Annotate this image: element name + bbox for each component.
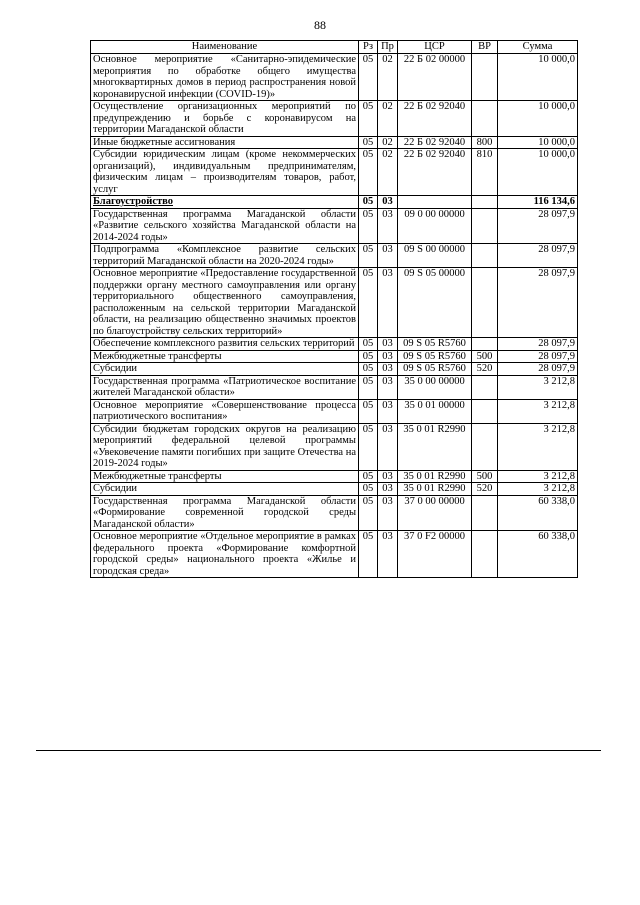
cell-name: Государственная программа Магаданской области «Формирование современной городской среды Магаданской области» xyxy=(91,495,359,531)
cell-pr: 02 xyxy=(378,54,398,101)
table-row xyxy=(91,399,578,423)
cell-pr: 03 xyxy=(378,483,398,496)
cell-csr: 09 0 00 00000 xyxy=(398,208,472,244)
page-number: 88 xyxy=(314,18,326,32)
cell-pr: 03 xyxy=(378,375,398,399)
cell-pr: 02 xyxy=(378,136,398,149)
cell-name: Благоустройство xyxy=(91,196,359,209)
cell-pr: 03 xyxy=(378,350,398,363)
cell-rz: 05 xyxy=(359,244,378,268)
table-row xyxy=(91,149,578,196)
cell-sum: 3 212,8 xyxy=(498,483,578,496)
cell-vr xyxy=(472,375,498,399)
cell-pr: 03 xyxy=(378,268,398,338)
cell-csr: 22 Б 02 92040 xyxy=(398,101,472,137)
cell-name: Субсидии xyxy=(91,483,359,496)
cell-name: Основное мероприятие «Отдельное мероприятие в рамках федерального проекта «Формирование комфортной городской среды» национального проекта «Жилье и городская среда» xyxy=(91,531,359,578)
cell-name: Межбюджетные трансферты xyxy=(91,350,359,363)
cell-rz: 05 xyxy=(359,483,378,496)
cell-name: Межбюджетные трансферты xyxy=(91,470,359,483)
cell-vr xyxy=(472,531,498,578)
cell-sum: 3 212,8 xyxy=(498,375,578,399)
cell-sum: 10 000,0 xyxy=(498,136,578,149)
cell-name: Основное мероприятие «Предоставление государственной поддержки органу местного самоуправления или органу территориального общественного самоуправления, расположенным на сельской территории Магаданской области, на реализацию общественно значимых проектов по благоустройству сельских территорий» xyxy=(91,268,359,338)
cell-pr: 03 xyxy=(378,399,398,423)
cell-sum: 116 134,6 xyxy=(498,196,578,209)
cell-name: Основное мероприятие «Санитарно-эпидемические мероприятия по обработке общего имущества многоквартирных домов в период распространения новой коронавирусной инфекции (COVID-19)» xyxy=(91,54,359,101)
cell-sum: 3 212,8 xyxy=(498,399,578,423)
cell-rz: 05 xyxy=(359,399,378,423)
cell-name: Иные бюджетные ассигнования xyxy=(91,136,359,149)
header-rz: Рз xyxy=(359,41,378,54)
cell-name: Подпрограмма «Комплексное развитие сельских территорий Магаданской области на 2020-2024 годы» xyxy=(91,244,359,268)
cell-vr xyxy=(472,244,498,268)
table-row xyxy=(91,350,578,363)
cell-rz: 05 xyxy=(359,350,378,363)
cell-rz: 05 xyxy=(359,136,378,149)
cell-csr: 22 Б 02 00000 xyxy=(398,54,472,101)
header-vr: ВР xyxy=(472,41,498,54)
cell-vr xyxy=(472,54,498,101)
cell-pr: 03 xyxy=(378,338,398,351)
cell-rz: 05 xyxy=(359,196,378,209)
table-row xyxy=(91,136,578,149)
cell-pr: 03 xyxy=(378,495,398,531)
cell-rz: 05 xyxy=(359,338,378,351)
cell-pr: 03 xyxy=(378,531,398,578)
table-row xyxy=(91,244,578,268)
table-row xyxy=(91,54,578,101)
cell-vr: 810 xyxy=(472,149,498,196)
table-row xyxy=(91,338,578,351)
cell-sum: 3 212,8 xyxy=(498,423,578,470)
cell-rz: 05 xyxy=(359,375,378,399)
cell-sum: 60 338,0 xyxy=(498,495,578,531)
cell-name: Обеспечение комплексного развития сельских территорий xyxy=(91,338,359,351)
cell-vr: 500 xyxy=(472,350,498,363)
cell-vr xyxy=(472,495,498,531)
cell-csr: 09 S 05 R5760 xyxy=(398,363,472,376)
header-sum: Сумма xyxy=(498,41,578,54)
cell-rz: 05 xyxy=(359,54,378,101)
cell-sum: 10 000,0 xyxy=(498,101,578,137)
table-row xyxy=(91,363,578,376)
table-header-row xyxy=(91,41,578,54)
cell-name: Государственная программа «Патриотическое воспитание жителей Магаданской области» xyxy=(91,375,359,399)
cell-vr xyxy=(472,338,498,351)
cell-sum: 28 097,9 xyxy=(498,244,578,268)
cell-rz: 05 xyxy=(359,149,378,196)
table-row xyxy=(91,483,578,496)
cell-rz: 05 xyxy=(359,101,378,137)
cell-sum: 28 097,9 xyxy=(498,208,578,244)
cell-vr xyxy=(472,423,498,470)
cell-csr: 35 0 00 00000 xyxy=(398,375,472,399)
cell-rz: 05 xyxy=(359,495,378,531)
cell-pr: 02 xyxy=(378,149,398,196)
cell-vr xyxy=(472,196,498,209)
header-csr: ЦСР xyxy=(398,41,472,54)
cell-sum: 28 097,9 xyxy=(498,363,578,376)
cell-csr: 35 0 01 00000 xyxy=(398,399,472,423)
cell-csr: 09 S 05 00000 xyxy=(398,268,472,338)
cell-csr: 09 S 00 00000 xyxy=(398,244,472,268)
table-body xyxy=(91,54,578,578)
header-name: Наименование xyxy=(91,41,359,54)
cell-sum: 3 212,8 xyxy=(498,470,578,483)
cell-csr: 22 Б 02 92040 xyxy=(398,136,472,149)
table-row xyxy=(91,196,578,209)
cell-pr: 03 xyxy=(378,363,398,376)
cell-pr: 03 xyxy=(378,244,398,268)
cell-pr: 02 xyxy=(378,101,398,137)
cell-vr: 500 xyxy=(472,470,498,483)
cell-sum: 28 097,9 xyxy=(498,338,578,351)
cell-sum: 10 000,0 xyxy=(498,149,578,196)
cell-pr: 03 xyxy=(378,470,398,483)
cell-csr: 35 0 01 R2990 xyxy=(398,483,472,496)
table-row xyxy=(91,470,578,483)
cell-csr: 37 0 00 00000 xyxy=(398,495,472,531)
cell-rz: 05 xyxy=(359,470,378,483)
cell-vr xyxy=(472,399,498,423)
cell-pr: 03 xyxy=(378,208,398,244)
cell-rz: 05 xyxy=(359,531,378,578)
cell-csr: 37 0 F2 00000 xyxy=(398,531,472,578)
budget-table xyxy=(90,40,578,578)
cell-vr xyxy=(472,268,498,338)
cell-pr: 03 xyxy=(378,423,398,470)
cell-csr: 22 Б 02 92040 xyxy=(398,149,472,196)
table-row xyxy=(91,423,578,470)
cell-pr: 03 xyxy=(378,196,398,209)
cell-vr: 800 xyxy=(472,136,498,149)
cell-name: Основное мероприятие «Совершенствование процесса патриотического воспитания» xyxy=(91,399,359,423)
cell-sum: 60 338,0 xyxy=(498,531,578,578)
header-pr: Пр xyxy=(378,41,398,54)
cell-rz: 05 xyxy=(359,363,378,376)
cell-sum: 10 000,0 xyxy=(498,54,578,101)
cell-csr: 09 S 05 R5760 xyxy=(398,350,472,363)
cell-vr xyxy=(472,208,498,244)
cell-rz: 05 xyxy=(359,268,378,338)
cell-sum: 28 097,9 xyxy=(498,268,578,338)
cell-csr: 35 0 01 R2990 xyxy=(398,470,472,483)
table-row xyxy=(91,268,578,338)
cell-rz: 05 xyxy=(359,423,378,470)
cell-vr: 520 xyxy=(472,363,498,376)
cell-rz: 05 xyxy=(359,208,378,244)
cell-name: Субсидии бюджетам городских округов на реализацию мероприятий федеральной целевой программы «Увековечение памяти погибших при защите Отечества на 2019-2024 годы» xyxy=(91,423,359,470)
table-row xyxy=(91,208,578,244)
cell-vr: 520 xyxy=(472,483,498,496)
table-row xyxy=(91,495,578,531)
cell-sum: 28 097,9 xyxy=(498,350,578,363)
cell-csr: 09 S 05 R5760 xyxy=(398,338,472,351)
table-row xyxy=(91,531,578,578)
cell-csr: 35 0 01 R2990 xyxy=(398,423,472,470)
cell-csr xyxy=(398,196,472,209)
cell-name: Государственная программа Магаданской области «Развитие сельского хозяйства Магаданской области на 2014-2024 годы» xyxy=(91,208,359,244)
table-row xyxy=(91,101,578,137)
cell-name: Субсидии юридическим лицам (кроме некоммерческих организаций), индивидуальным предпринимателям, физическим лицам – производителям товаров, работ, услуг xyxy=(91,149,359,196)
cell-name: Осуществление организационных мероприятий по предупреждению и борьбе с коронавирусом на территории Магаданской области xyxy=(91,101,359,137)
cell-name: Субсидии xyxy=(91,363,359,376)
cell-vr xyxy=(472,101,498,137)
table-row xyxy=(91,375,578,399)
footer-divider xyxy=(36,750,601,751)
